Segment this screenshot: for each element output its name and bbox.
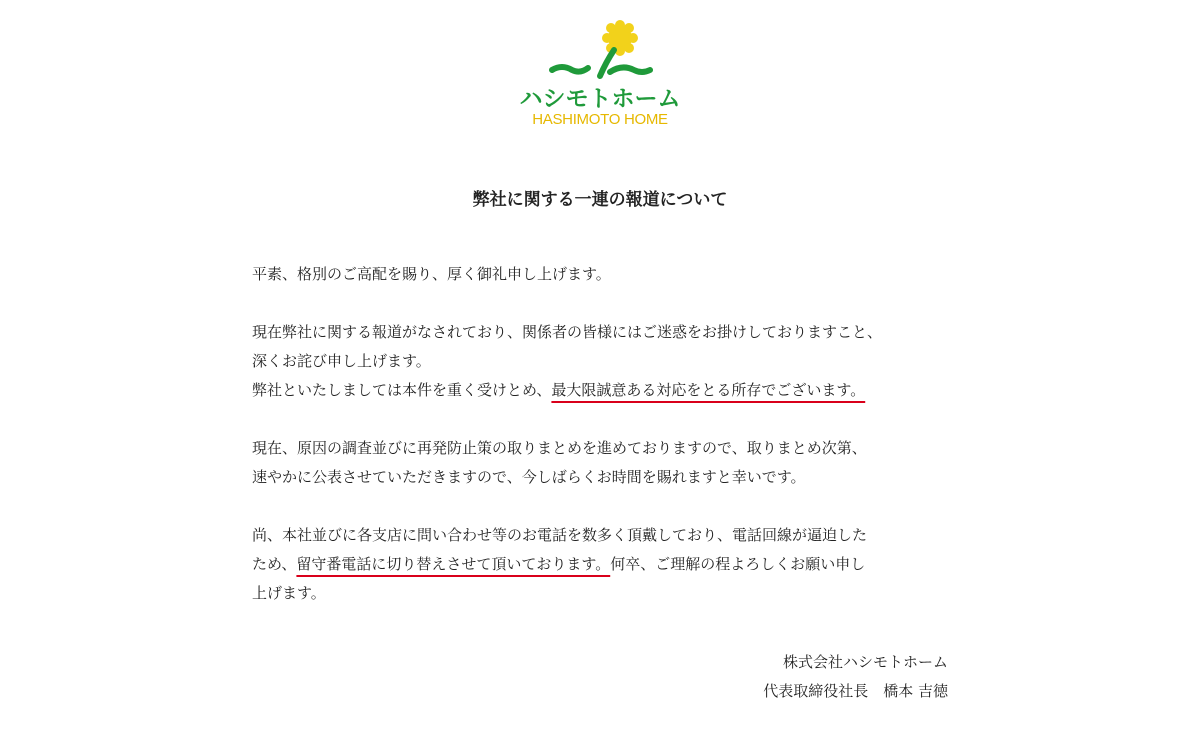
underlined-emphasis: 最大限誠意ある対応をとる所存でございます。	[551, 381, 866, 399]
text-segment: 弊社といたしましては本件を重く受けとめ、	[252, 381, 552, 399]
text-line: 現在弊社に関する報道がなされており、関係者の皆様にはご迷惑をお掛けしておりますこと、	[252, 323, 883, 341]
text-line: 平素、格別のご高配を賜り、厚く御礼申し上げます。	[252, 265, 611, 283]
text-segment: ため、	[252, 555, 297, 573]
paragraph-phone-notice	[252, 521, 952, 608]
logo-wordmark-jp: ハシモトホーム	[519, 86, 681, 112]
text-line: 上げます。	[252, 584, 326, 602]
page-title: 弊社に関する一連の報道について	[472, 190, 728, 210]
signature-block	[763, 648, 948, 706]
text-line: 深くお詫び申し上げます。	[252, 352, 431, 370]
company-logo	[510, 20, 690, 135]
underlined-emphasis: 留守番電話に切り替えさせて頂いております。	[296, 555, 611, 573]
representative-name: 代表取締役社長 橋本 吉徳	[763, 682, 948, 700]
text-segment: 何卒、ご理解の程よろしくお願い申し	[610, 555, 866, 573]
text-line	[252, 376, 952, 405]
statement-body	[252, 260, 952, 637]
logo-wordmark-en: HASHIMOTO HOME	[532, 111, 668, 128]
text-line: 速やかに公表させていただきますので、今しばらくお時間を賜れますと幸いです。	[252, 468, 806, 486]
company-name: 株式会社ハシモトホーム	[782, 653, 948, 671]
text-line	[252, 550, 952, 579]
dandelion-icon	[510, 20, 690, 86]
paragraph-greeting	[252, 260, 952, 289]
paragraph-investigation	[252, 434, 952, 492]
text-line: 尚、本社並びに各支店に問い合わせ等のお電話を数多く頂戴しており、電話回線が逼迫した	[252, 526, 868, 544]
paragraph-apology	[252, 318, 952, 405]
text-line: 現在、原因の調査並びに再発防止策の取りまとめを進めておりますので、取りまとめ次第、	[252, 439, 867, 457]
